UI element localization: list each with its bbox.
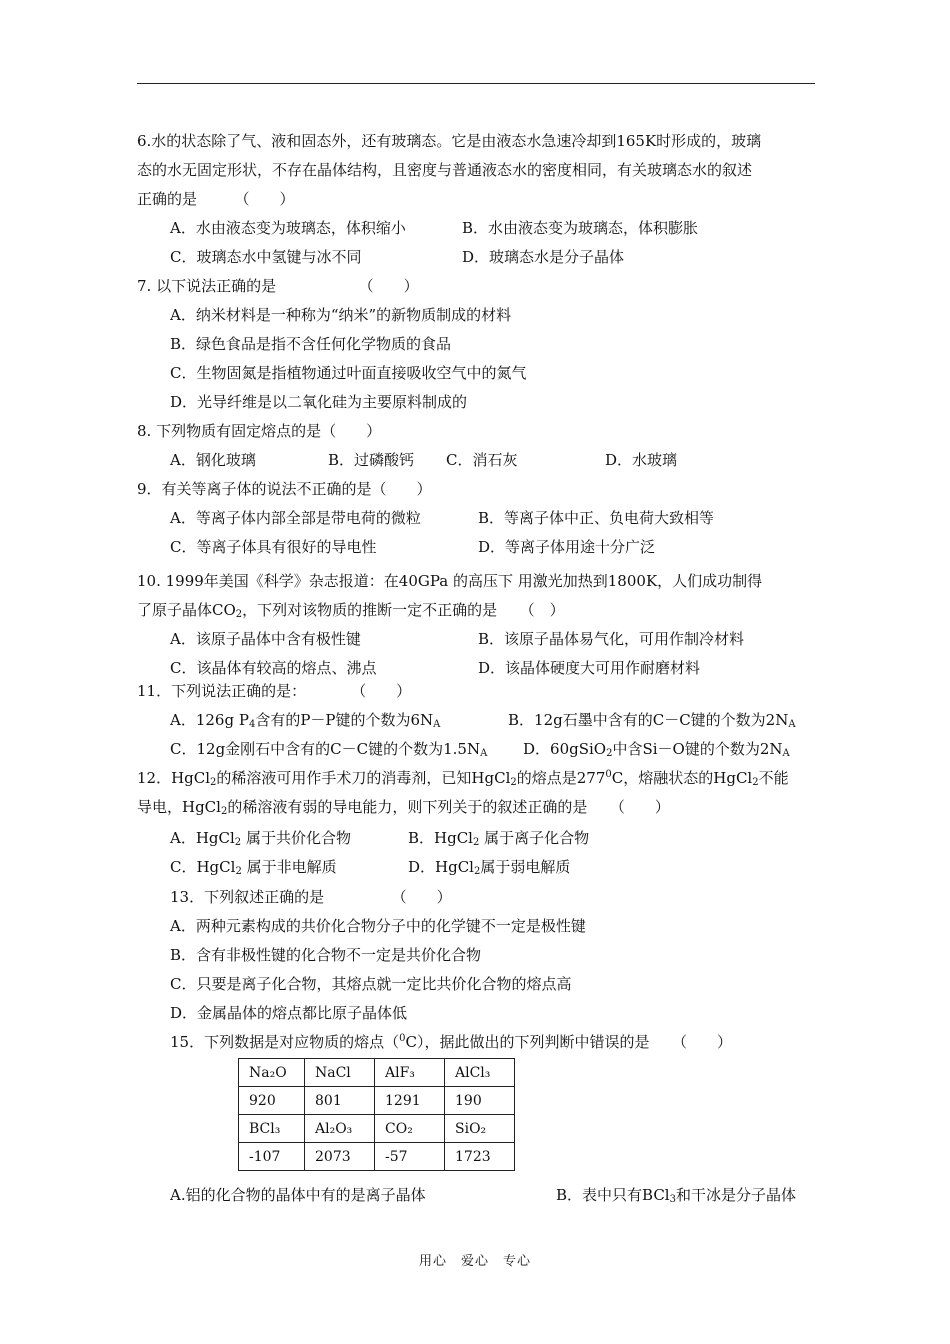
q13-option-d: D．金属晶体的熔点都比原子晶体低 <box>170 1004 408 1022</box>
q10-line1: 10. 1999年美国《科学》杂志报道：在40GPa 的高压下 用激光加热到1800K，人们成功制得 <box>137 572 763 590</box>
q9-option-a: A．等离子体内部全部是带电荷的微粒 <box>170 509 421 527</box>
q10-option-c: C．该晶体有较高的熔点、沸点 <box>170 659 377 677</box>
table-cell: Na₂O <box>239 1059 305 1087</box>
table-cell: -107 <box>239 1143 305 1171</box>
table-cell: SiO₂ <box>445 1115 515 1143</box>
header-rule <box>137 83 815 84</box>
table-row <box>239 1115 515 1143</box>
q8-stem: 8. 下列物质有固定熔点的是（ ） <box>137 422 382 440</box>
q8-option-a: A．钢化玻璃 <box>170 451 256 469</box>
q12-option-b: B．HgCl$_2$ 属于离子化合物 <box>408 829 590 848</box>
melting-point-table <box>238 1058 515 1171</box>
q12-option-c: C．HgCl$_2$ 属于非电解质 <box>170 858 337 877</box>
table-cell: Al₂O₃ <box>305 1115 375 1143</box>
q10-option-a: A．该原子晶体中含有极性键 <box>170 630 361 648</box>
table-cell: 1723 <box>445 1143 515 1171</box>
q11-option-c: C．12g金刚石中含有的C－C键的个数为$1.5N_A$ <box>170 740 488 759</box>
q13-stem: 13．下列叙述正确的是 （ ） <box>170 888 452 906</box>
q6-option-d: D．玻璃态水是分子晶体 <box>462 248 625 266</box>
table-cell: 1291 <box>375 1087 445 1115</box>
q6-line1: 6.水的状态除了气、液和固态外，还有玻璃态。它是由液态水急速冷却到165K时形成的，玻璃 <box>137 132 762 150</box>
table-cell: 801 <box>305 1087 375 1115</box>
table-cell: AlF₃ <box>375 1059 445 1087</box>
q11-option-d: D．60gSiO$_2$中含Si－O键的个数为$2N_A$ <box>523 740 790 759</box>
q12-line1: 12．HgCl$_2$的稀溶液可用作手术刀的消毒剂，已知HgCl$_2$的熔点是$277^0C$，熔融状态的HgCl$_2$不能 <box>137 769 789 788</box>
q7-stem: 7. 以下说法正确的是 （ ） <box>137 277 419 295</box>
q6-option-b: B．水由液态变为玻璃态，体积膨胀 <box>462 219 699 237</box>
q8-option-d: D．水玻璃 <box>605 451 678 469</box>
q12-line2: 导电，HgCl$_2$的稀溶液有弱的导电能力，则下列关于的叙述正确的是 （ ） <box>137 798 670 817</box>
q7-option-c: C．生物固氮是指植物通过叶面直接吸收空气中的氮气 <box>170 364 527 382</box>
table-cell: AlCl₃ <box>445 1059 515 1087</box>
q9-stem: 9．有关等离子体的说法不正确的是（ ） <box>137 480 432 498</box>
q6-option-a: A．水由液态变为玻璃态，体积缩小 <box>170 219 406 237</box>
q12-option-a: A．HgCl$_2$ 属于共价化合物 <box>170 829 351 848</box>
q10-line2: 了原子晶体$CO_2$，下列对该物质的推断一定不正确的是 （ ） <box>137 601 565 620</box>
q13-option-c: C．只要是离子化合物，其熔点就一定比共价化合物的熔点高 <box>170 975 572 993</box>
q11-option-a: A．126g $P_4$含有的P－P键的个数为$6N_A$ <box>170 711 441 730</box>
table-cell: 2073 <box>305 1143 375 1171</box>
q7-option-d: D．光导纤维是以二氧化硅为主要原料制成的 <box>170 393 468 411</box>
q6-line3: 正确的是 （ ） <box>137 190 295 208</box>
q6-line2: 态的水无固定形状，不存在晶体结构，且密度与普通液态水的密度相同，有关玻璃态水的叙述 <box>137 161 753 179</box>
table-cell: CO₂ <box>375 1115 445 1143</box>
page-footer: 用心 爱心 专心 <box>418 1254 531 1269</box>
q11-stem: 11．下列说法正确的是： （ ） <box>137 682 412 700</box>
q12-option-d: D．HgCl$_2$属于弱电解质 <box>408 858 571 877</box>
q13-option-a: A．两种元素构成的共价化合物分子中的化学键不一定是极性键 <box>170 917 586 935</box>
table-row <box>239 1059 515 1087</box>
table-cell: 920 <box>239 1087 305 1115</box>
table-cell: -57 <box>375 1143 445 1171</box>
q9-option-b: B．等离子体中正、负电荷大致相等 <box>478 509 715 527</box>
table-row <box>239 1087 515 1115</box>
q9-option-d: D．等离子体用途十分广泛 <box>478 538 656 556</box>
q13-option-b: B．含有非极性键的化合物不一定是共价化合物 <box>170 946 482 964</box>
q8-option-c: C．消石灰 <box>446 451 518 469</box>
table-cell: BCl₃ <box>239 1115 305 1143</box>
q9-option-c: C．等离子体具有很好的导电性 <box>170 538 377 556</box>
q8-option-b: B．过磷酸钙 <box>328 451 415 469</box>
q7-option-b: B．绿色食品是指不含任何化学物质的食品 <box>170 335 452 353</box>
q15-option-a: A.铝的化合物的晶体中有的是离子晶体 <box>170 1186 426 1204</box>
q6-option-c: C．玻璃态水中氢键与冰不同 <box>170 248 362 266</box>
q15-stem: 15．下列数据是对应物质的熔点（$^0$C），据此做出的下列判断中错误的是 （ ） <box>170 1033 732 1051</box>
q10-option-b: B．该原子晶体易气化，可用作制冷材料 <box>478 630 745 648</box>
table-row <box>239 1143 515 1171</box>
q15-option-b: B．表中只有BCl$_3$和干冰是分子晶体 <box>556 1186 796 1205</box>
table-cell: 190 <box>445 1087 515 1115</box>
table-cell: NaCl <box>305 1059 375 1087</box>
q10-option-d: D．该晶体硬度大可用作耐磨材料 <box>478 659 701 677</box>
q7-option-a: A．纳米材料是一种称为“纳米”的新物质制成的材料 <box>170 306 512 324</box>
q11-option-b: B．12g石墨中含有的C－C键的个数为$2N_A$ <box>508 711 796 730</box>
